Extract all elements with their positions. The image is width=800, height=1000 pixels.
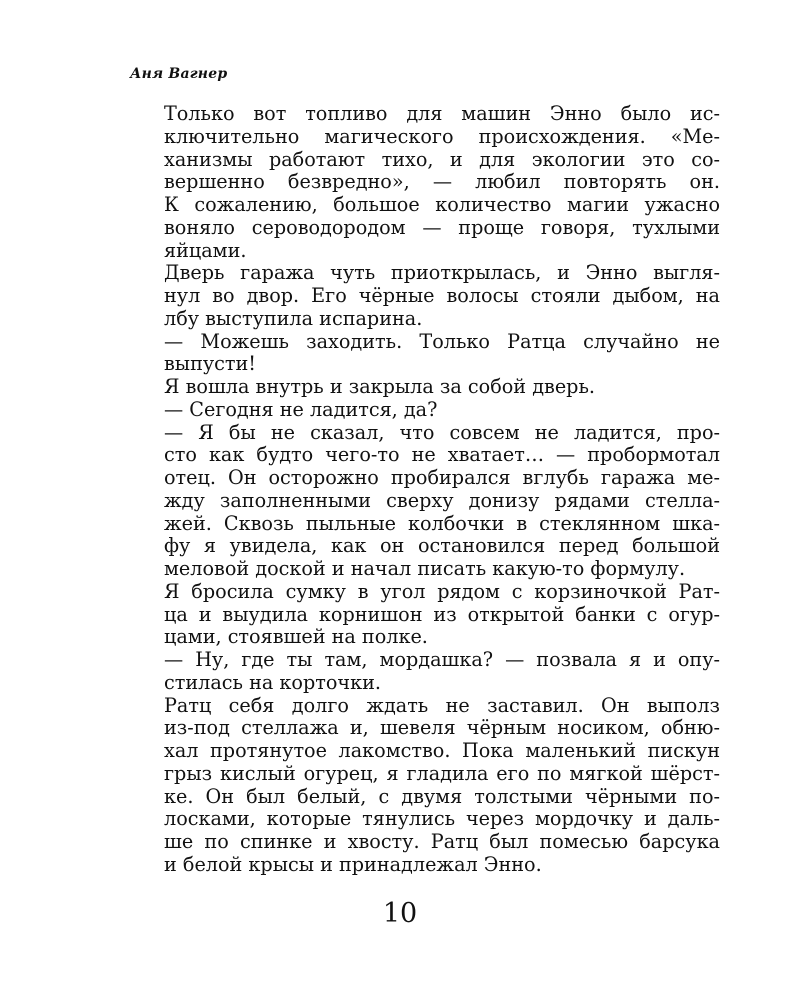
text-line: вершенно безвредно», — любил повторять он. bbox=[164, 170, 720, 194]
paragraph bbox=[130, 262, 720, 330]
page-number: 10 bbox=[382, 898, 418, 929]
text-line: Я бросила сумку в угол рядом с корзиночкой Рат- bbox=[164, 579, 720, 603]
text-line: меловой доской и начал писать какую-то формулу. bbox=[164, 557, 686, 580]
text-line: ца и выудила корнишон из открытой банки с огур- bbox=[164, 602, 720, 626]
text-line: ше по спинке и хвосту. Ратц был помесью барсука bbox=[164, 830, 720, 853]
text-line: выпусти! bbox=[164, 352, 257, 376]
running-header-author: Аня Вагнер bbox=[130, 66, 228, 82]
paragraph bbox=[130, 376, 720, 399]
text-line: отец. Он осторожно пробирался вглубь гаража ме- bbox=[164, 466, 720, 489]
text-line: — Можешь заходить. Только Ратца случайно не bbox=[164, 329, 720, 353]
text-line: — Я бы не сказал, что совсем не ладится, про- bbox=[164, 420, 720, 444]
text-line: и белой крысы и принадлежал Энно. bbox=[164, 852, 542, 876]
text-line: лосками, которые тянулись через мордочку и даль- bbox=[164, 807, 720, 831]
text-line: из-под стеллажа и, шевеля чёрным носиком, обню- bbox=[164, 716, 720, 740]
text-line: яйцами. bbox=[164, 238, 247, 262]
text-line: ключительно магического происхождения. «Ме- bbox=[164, 124, 720, 148]
text-line: Я вошла внутрь и закрыла за собой дверь. bbox=[164, 375, 595, 398]
paragraph bbox=[130, 422, 720, 581]
paragraph bbox=[130, 399, 720, 422]
text-line: Дверь гаража чуть приоткрылась, и Энно выгля- bbox=[164, 261, 720, 285]
paragraph bbox=[130, 695, 720, 877]
text-line: — Сегодня не ладится, да? bbox=[164, 397, 438, 421]
paragraph bbox=[130, 649, 720, 695]
text-line: фу я увидела, как он остановился перед большой bbox=[164, 534, 720, 558]
text-line: К сожалению, большое количество магии ужасно bbox=[164, 193, 720, 216]
text-line: жду заполненными сверху донизу рядами стелла- bbox=[164, 488, 720, 512]
text-line: сто как будто чего-то не хватает… — пробормотал bbox=[164, 443, 720, 467]
text-line: нул во двор. Его чёрные волосы стояли дыбом, на bbox=[164, 284, 720, 307]
text-line: Только вот топливо для машин Энно было ис- bbox=[164, 102, 720, 125]
body-text bbox=[130, 103, 720, 877]
text-line: жей. Сквозь пыльные колбочки в стеклянном шка- bbox=[164, 511, 720, 535]
paragraph bbox=[130, 581, 720, 649]
paragraph bbox=[130, 331, 720, 377]
text-line: — Ну, где ты там, мордашка? — позвала я и опу- bbox=[164, 648, 720, 671]
text-line: ке. Он был белый, с двумя толстыми чёрными по- bbox=[164, 784, 720, 808]
paragraph bbox=[130, 103, 720, 262]
text-line: стилась на корточки. bbox=[164, 670, 381, 694]
text-line: воняло сероводородом — проще говоря, тухлыми bbox=[164, 215, 720, 239]
text-line: цами, стоявшей на полке. bbox=[164, 625, 428, 649]
text-line: грыз кислый огурец, я гладила его по мягкой шёрст- bbox=[164, 761, 720, 785]
text-line: ханизмы работают тихо, и для экологии это со- bbox=[164, 147, 720, 171]
text-line: Ратц себя долго ждать не заставил. Он выполз bbox=[164, 693, 720, 717]
text-line: хал протянутое лакомство. Пока маленький пискун bbox=[164, 739, 720, 762]
text-line: лбу выступила испарина. bbox=[164, 306, 423, 330]
